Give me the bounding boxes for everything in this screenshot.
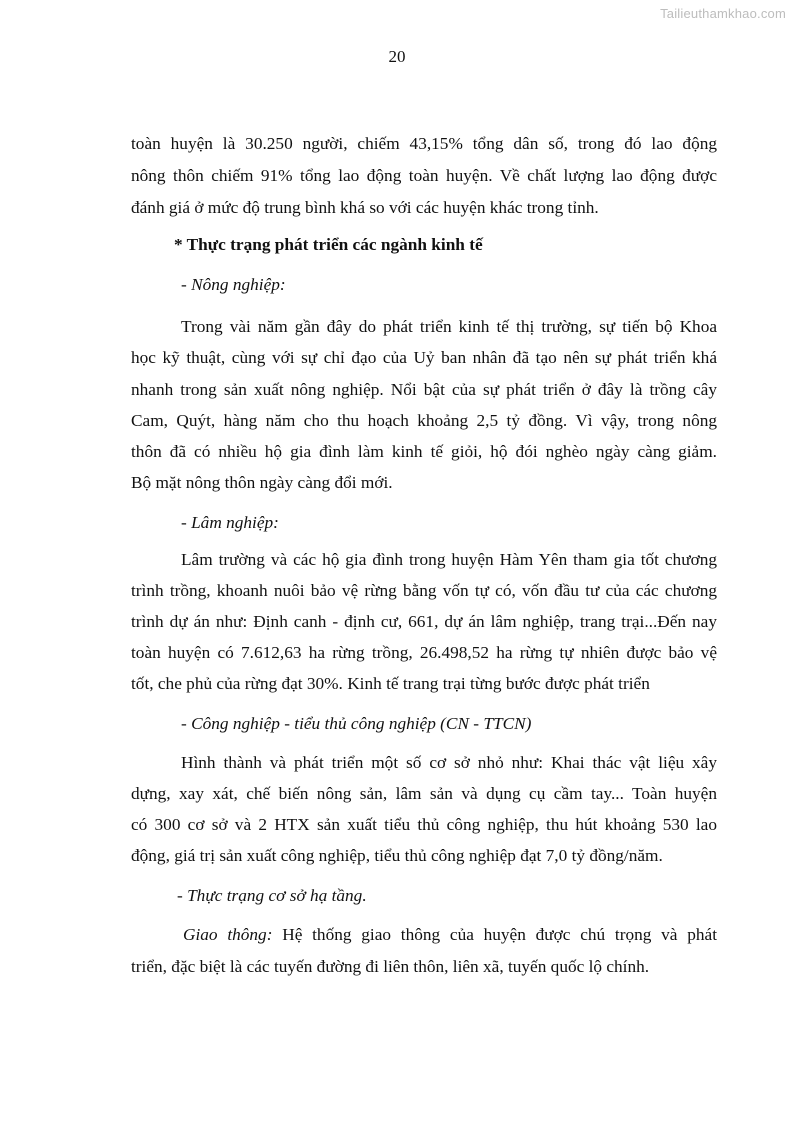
forestry-line-2: trình trồng, khoanh nuôi bảo vệ rừng bằng vốn tự có, vốn đầu tư của các chương [131,581,717,600]
agriculture-line-2: học kỹ thuật, cùng với sự chỉ đạo của Uỷ ban nhân đã tạo nên sự phát triển khá [131,348,717,367]
forestry-heading: - Lâm nghiệp: [181,513,279,532]
intro-line-2: nông thôn chiếm 91% tổng lao động toàn huyện. Về chất lượng lao động được [131,166,717,185]
industry-line-1: Hình thành và phát triển một số cơ sở nhỏ như: Khai thác vật liệu xây [181,753,717,772]
intro-line-1: toàn huyện là 30.250 người, chiếm 43,15% tổng dân số, trong đó lao động [131,134,717,153]
agriculture-line-6: Bộ mặt nông thôn ngày càng đổi mới. [131,473,393,492]
agriculture-line-5: thôn đã có nhiều hộ gia đình làm kinh tế giỏi, hộ đói nghèo ngày càng giảm. [131,442,717,461]
forestry-line-5: tốt, che phủ của rừng đạt 30%. Kinh tế trang trại từng bước được phát triển [131,674,650,693]
agriculture-heading: - Nông nghiệp: [181,275,286,294]
intro-line-3: đánh giá ở mức độ trung bình khá so với các huyện khác trong tỉnh. [131,198,599,217]
industry-line-2: dựng, xay xát, chế biến nông sản, lâm sản và dụng cụ cầm tay... Toàn huyện [131,784,717,803]
watermark: Tailieuthamkhao.com [660,6,786,21]
agriculture-line-3: nhanh trong sản xuất nông nghiệp. Nổi bật của sự phát triển ở đây là trồng cây [131,380,717,399]
transport-line-1 [183,924,717,946]
forestry-line-4: toàn huyện có 7.612,63 ha rừng trồng, 26.498,52 ha rừng tự nhiên được bảo vệ [131,643,717,662]
forestry-line-3: trình dự án như: Định canh - định cư, 661, dự án lâm nghiệp, trang trại...Đến nay [131,612,717,631]
transport-text: Hệ thống giao thông của huyện được chú trọng và phát [282,925,717,944]
transport-label: Giao thông: [183,925,273,944]
agriculture-line-4: Cam, Quýt, hàng năm cho thu hoạch khoảng 2,5 tỷ đồng. Vì vậy, trong nông [131,411,717,430]
page-number: 20 [388,47,406,66]
industry-line-4: động, giá trị sản xuất công nghiệp, tiểu thủ công nghiệp đạt 7,0 tỷ đồng/năm. [131,846,663,865]
industry-heading: - Công nghiệp - tiểu thủ công nghiệp (CN - TTCN) [181,714,532,733]
industry-line-3: có 300 cơ sở và 2 HTX sản xuất tiểu thủ công nghiệp, thu hút khoảng 530 lao [131,815,717,834]
agriculture-line-1: Trong vài năm gần đây do phát triển kinh tế thị trường, sự tiến bộ Khoa [181,317,717,336]
forestry-line-1: Lâm trường và các hộ gia đình trong huyện Hàm Yên tham gia tốt chương [181,550,717,569]
section-heading: * Thực trạng phát triển các ngành kinh tế [174,235,483,254]
infrastructure-heading: - Thực trạng cơ sở hạ tầng. [177,886,367,905]
transport-line-2: triển, đặc biệt là các tuyến đường đi liên thôn, liên xã, tuyến quốc lộ chính. [131,957,650,976]
